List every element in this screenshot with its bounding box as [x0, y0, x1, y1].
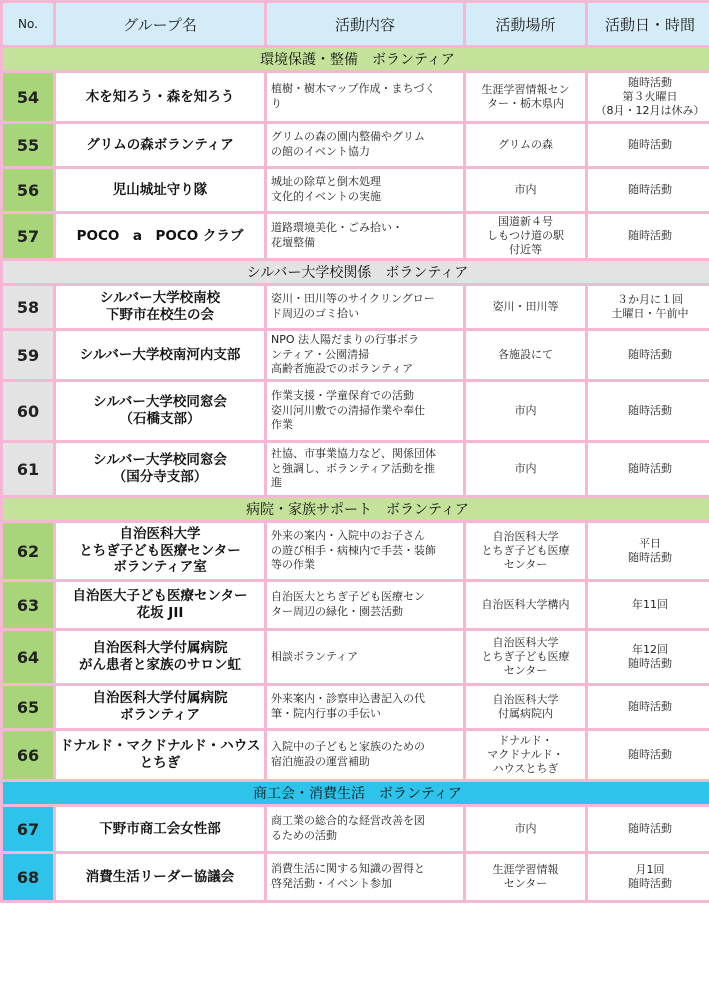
place-line: 市内 [514, 182, 537, 196]
group-name-line: シルバー大学校南河内支部 [79, 346, 241, 363]
activity-line: 商工業の総合的な経営改善を図 [271, 814, 425, 828]
row-number: 66 [3, 731, 53, 779]
header-time: 活動日・時間 [588, 3, 709, 45]
group-name [56, 807, 264, 851]
group-name [56, 73, 264, 121]
activity-time [588, 686, 709, 728]
place-line: 自治医科大学 [492, 635, 559, 649]
row-number: 63 [3, 582, 53, 628]
activity-line: 文化的イベントの実施 [271, 190, 381, 203]
activity-line: NPO 法人陽だまりの行事ボラ [271, 332, 420, 346]
group-name-line: POCO a POCO クラブ [76, 227, 244, 244]
activity-place [466, 286, 585, 328]
place-line: マクドナルド・ [487, 747, 564, 761]
place-line: 各施設にて [498, 347, 553, 361]
activity-time [588, 214, 709, 258]
group-name-line: 自治医科大学 [119, 525, 201, 542]
activity-content [267, 331, 463, 379]
header-place: 活動場所 [466, 3, 585, 45]
time-line: 随時活動 [628, 347, 672, 361]
section-title: 商工会・消費生活 ボランティア [3, 782, 709, 804]
group-name [56, 854, 264, 900]
group-name [56, 331, 264, 379]
place-line: 生涯学習情報セン [481, 82, 570, 96]
table-row [3, 807, 709, 851]
header-activity: 活動内容 [267, 3, 463, 45]
group-name-line: ドナルド・マクドナルド・ハウス [59, 738, 261, 755]
activity-place [466, 382, 585, 440]
activity-time [588, 523, 709, 579]
section-row [3, 48, 709, 70]
activity-line: と強調し、ボランティア活動を推 [271, 461, 436, 475]
activity-time [588, 286, 709, 328]
activity-place [466, 854, 585, 900]
row-number: 55 [3, 124, 53, 166]
place-line: 付近等 [509, 243, 542, 257]
activity-line: 筆・院内行事の手伝い [271, 707, 381, 720]
activity-line: 作業支援・学童保育での活動 [271, 388, 414, 402]
activity-place [466, 443, 585, 495]
group-name-line: 下野市在校生の会 [106, 307, 214, 323]
group-name-line: 自治医科大学付属病院 [92, 640, 228, 657]
table-row [3, 686, 709, 728]
header-no: No. [3, 3, 53, 45]
place-line: とちぎ子ども医療 [481, 543, 570, 557]
table-row [3, 731, 709, 779]
group-name-line: （国分寺支部） [112, 469, 208, 485]
activity-line: 高齢者施設でのボランティア [271, 362, 414, 376]
activity-place [466, 631, 585, 683]
section-title: 病院・家族サポート ボランティア [3, 498, 709, 520]
activity-content [267, 686, 463, 728]
row-number: 58 [3, 286, 53, 328]
table-row [3, 382, 709, 440]
activity-line: るための活動 [271, 829, 337, 842]
activity-place [466, 214, 585, 258]
place-line: 市内 [514, 821, 537, 835]
group-name [56, 731, 264, 779]
row-number: 60 [3, 382, 53, 440]
activity-place [466, 124, 585, 166]
row-number: 61 [3, 443, 53, 495]
group-name [56, 214, 264, 258]
row-number: 67 [3, 807, 53, 851]
time-line: 平日 [639, 536, 661, 550]
row-number: 62 [3, 523, 53, 579]
place-line: グリムの森 [498, 137, 553, 151]
group-name-line: グリムの森ボランティア [86, 136, 234, 153]
group-name-line: シルバー大学校同窓会 [93, 452, 227, 469]
activity-line: り [271, 97, 282, 110]
activity-place [466, 807, 585, 851]
table-row [3, 73, 709, 121]
activity-place [466, 523, 585, 579]
table-row [3, 169, 709, 211]
row-number: 65 [3, 686, 53, 728]
time-line: 年11回 [632, 597, 668, 611]
activity-line: 宿泊施設の運営補助 [271, 755, 370, 768]
table-body [3, 48, 709, 900]
activity-content [267, 523, 463, 579]
header-row [3, 3, 709, 45]
activity-place [466, 731, 585, 779]
activity-line: 相談ボランティア [271, 649, 359, 663]
row-number: 64 [3, 631, 53, 683]
activity-line: 城址の除草と倒木処理 [271, 175, 381, 189]
place-line: しもつけ道の駅 [487, 228, 564, 242]
activity-line: 外来案内・診察申込書記入の代 [271, 692, 425, 706]
activity-time [588, 73, 709, 121]
group-name-line: 自治医科大学付属病院 [92, 690, 228, 707]
activity-time [588, 807, 709, 851]
activity-line: 自治医大とちぎ子ども医療セン [271, 590, 425, 604]
table-row [3, 523, 709, 579]
table-row [3, 214, 709, 258]
time-line: 随時活動 [628, 657, 672, 670]
activity-line: 入院中の子どもと家族のための [271, 740, 425, 754]
group-name [56, 169, 264, 211]
activity-line: 姿川河川敷での清掃作業や奉仕 [271, 403, 425, 417]
activity-time [588, 124, 709, 166]
place-line: 自治医科大学 [492, 529, 559, 543]
group-name [56, 631, 264, 683]
activity-content [267, 73, 463, 121]
place-line: センター [503, 877, 548, 890]
section-row [3, 498, 709, 520]
activity-line: 進 [271, 476, 282, 490]
group-name [56, 443, 264, 495]
activity-line: 植樹・樹木マップ作成・まちづく [271, 82, 436, 96]
time-line: 随時活動 [628, 75, 672, 89]
time-line: （8月・12月は休み） [595, 104, 705, 118]
place-line: 市内 [514, 403, 537, 417]
group-name-line: がん患者と家族のサロン虹 [79, 657, 241, 673]
group-name-line: 消費生活リーダー協議会 [85, 868, 235, 885]
table-row [3, 286, 709, 328]
activity-content [267, 582, 463, 628]
row-number: 54 [3, 73, 53, 121]
time-line: 随時活動 [628, 403, 672, 417]
table-row [3, 443, 709, 495]
activity-content [267, 854, 463, 900]
time-line: 月1回 [635, 862, 665, 876]
place-line: 国道新４号 [498, 214, 553, 228]
activity-line: 啓発活動・イベント参加 [271, 877, 392, 890]
group-name [56, 582, 264, 628]
place-line: 生涯学習情報 [492, 862, 559, 876]
place-line: 自治医科大学構内 [481, 597, 570, 611]
activity-line: 道路環境美化・ごみ拾い・ [271, 221, 403, 235]
row-number: 68 [3, 854, 53, 900]
activity-line: ド周辺のゴミ拾い [271, 307, 359, 320]
activity-line: グリムの森の園内整備やグリム [271, 130, 425, 144]
group-name [56, 523, 264, 579]
group-name-line: 木を知ろう・森を知ろう [85, 88, 235, 105]
activity-line: ター周辺の緑化・園芸活動 [271, 605, 403, 618]
activity-line: 花壇整備 [271, 236, 315, 249]
place-line: ター・栃木県内 [487, 97, 564, 110]
activity-time [588, 443, 709, 495]
time-line: 随時活動 [628, 747, 672, 761]
time-line: 随時活動 [628, 551, 672, 564]
group-name-line: ボランティア [120, 707, 200, 723]
activity-content [267, 286, 463, 328]
activity-content [267, 443, 463, 495]
place-line: センター [503, 664, 548, 678]
activity-place [466, 686, 585, 728]
activity-content [267, 214, 463, 258]
activity-time [588, 631, 709, 683]
time-line: 随時活動 [628, 228, 672, 242]
group-name-line: 花坂 JII [136, 605, 184, 621]
group-name-line: とちぎ子ども医療センター [79, 542, 241, 559]
time-line: 随時活動 [628, 877, 672, 890]
activity-time [588, 582, 709, 628]
group-name-line: ボランティア室 [113, 559, 207, 576]
section-row [3, 782, 709, 804]
activity-content [267, 382, 463, 440]
time-line: 随時活動 [628, 699, 672, 713]
activity-time [588, 382, 709, 440]
time-line: ３か月に１回 [617, 292, 683, 306]
place-line: 市内 [514, 461, 537, 475]
section-title: シルバー大学校関係 ボランティア [3, 261, 709, 283]
group-name-line: シルバー大学校南校 [99, 290, 221, 307]
time-line: 随時活動 [628, 182, 672, 196]
activity-place [466, 582, 585, 628]
group-name [56, 382, 264, 440]
activity-content [267, 807, 463, 851]
activity-time [588, 331, 709, 379]
group-name [56, 124, 264, 166]
activity-line: の館のイベント協力 [271, 145, 370, 158]
place-line: センター [503, 558, 548, 572]
group-name-line: シルバー大学校同窓会 [93, 394, 227, 411]
time-line: 随時活動 [628, 461, 672, 475]
group-name-line: 児山城址守り隊 [112, 181, 208, 198]
table-row [3, 331, 709, 379]
table-row [3, 631, 709, 683]
activity-line: 姿川・田川等のサイクリングロー [271, 292, 435, 306]
time-line: 土曜日・午前中 [611, 307, 689, 320]
activity-line: 作業 [271, 418, 293, 432]
group-name-line: 自治医大子ども医療センター [72, 588, 248, 605]
group-name [56, 686, 264, 728]
activity-place [466, 73, 585, 121]
place-line: ハウスとちぎ [492, 762, 559, 776]
activity-line: 消費生活に関する知識の習得と [271, 862, 425, 876]
activity-line: 等の作業 [271, 558, 315, 572]
group-name [56, 286, 264, 328]
table-row [3, 582, 709, 628]
table-row [3, 124, 709, 166]
activity-place [466, 169, 585, 211]
time-line: 年12回 [632, 642, 668, 656]
group-name-line: （石橋支部） [119, 411, 201, 427]
row-number: 57 [3, 214, 53, 258]
activity-line: 外来の案内・入院中のお子さん [271, 528, 425, 542]
activity-content [267, 169, 463, 211]
activity-content [267, 731, 463, 779]
place-line: 姿川・田川等 [492, 299, 559, 313]
row-number: 56 [3, 169, 53, 211]
time-line: 随時活動 [628, 821, 672, 835]
activity-time [588, 854, 709, 900]
activity-content [267, 631, 463, 683]
activity-content [267, 124, 463, 166]
time-line: 随時活動 [628, 137, 672, 151]
section-title: 環境保護・整備 ボランティア [3, 48, 709, 70]
activity-line: 社協、市事業協力など、関係団体 [271, 446, 436, 460]
activity-time [588, 731, 709, 779]
activity-line: の遊び相手・病棟内で手芸・装飾 [271, 543, 436, 557]
group-name-line: 下野市商工会女性部 [99, 820, 221, 837]
place-line: 付属病院内 [498, 707, 553, 720]
group-name-line: とちぎ [139, 755, 181, 771]
time-line: 第３火曜日 [622, 89, 678, 103]
table-row [3, 854, 709, 900]
activity-place [466, 331, 585, 379]
place-line: 自治医科大学 [492, 692, 559, 706]
place-line: ドナルド・ [498, 733, 553, 747]
activity-line: ンティア・公園清掃 [271, 347, 370, 361]
header-group: グループ名 [56, 3, 264, 45]
place-line: とちぎ子ども医療 [481, 649, 570, 663]
activity-time [588, 169, 709, 211]
section-row [3, 261, 709, 283]
row-number: 59 [3, 331, 53, 379]
